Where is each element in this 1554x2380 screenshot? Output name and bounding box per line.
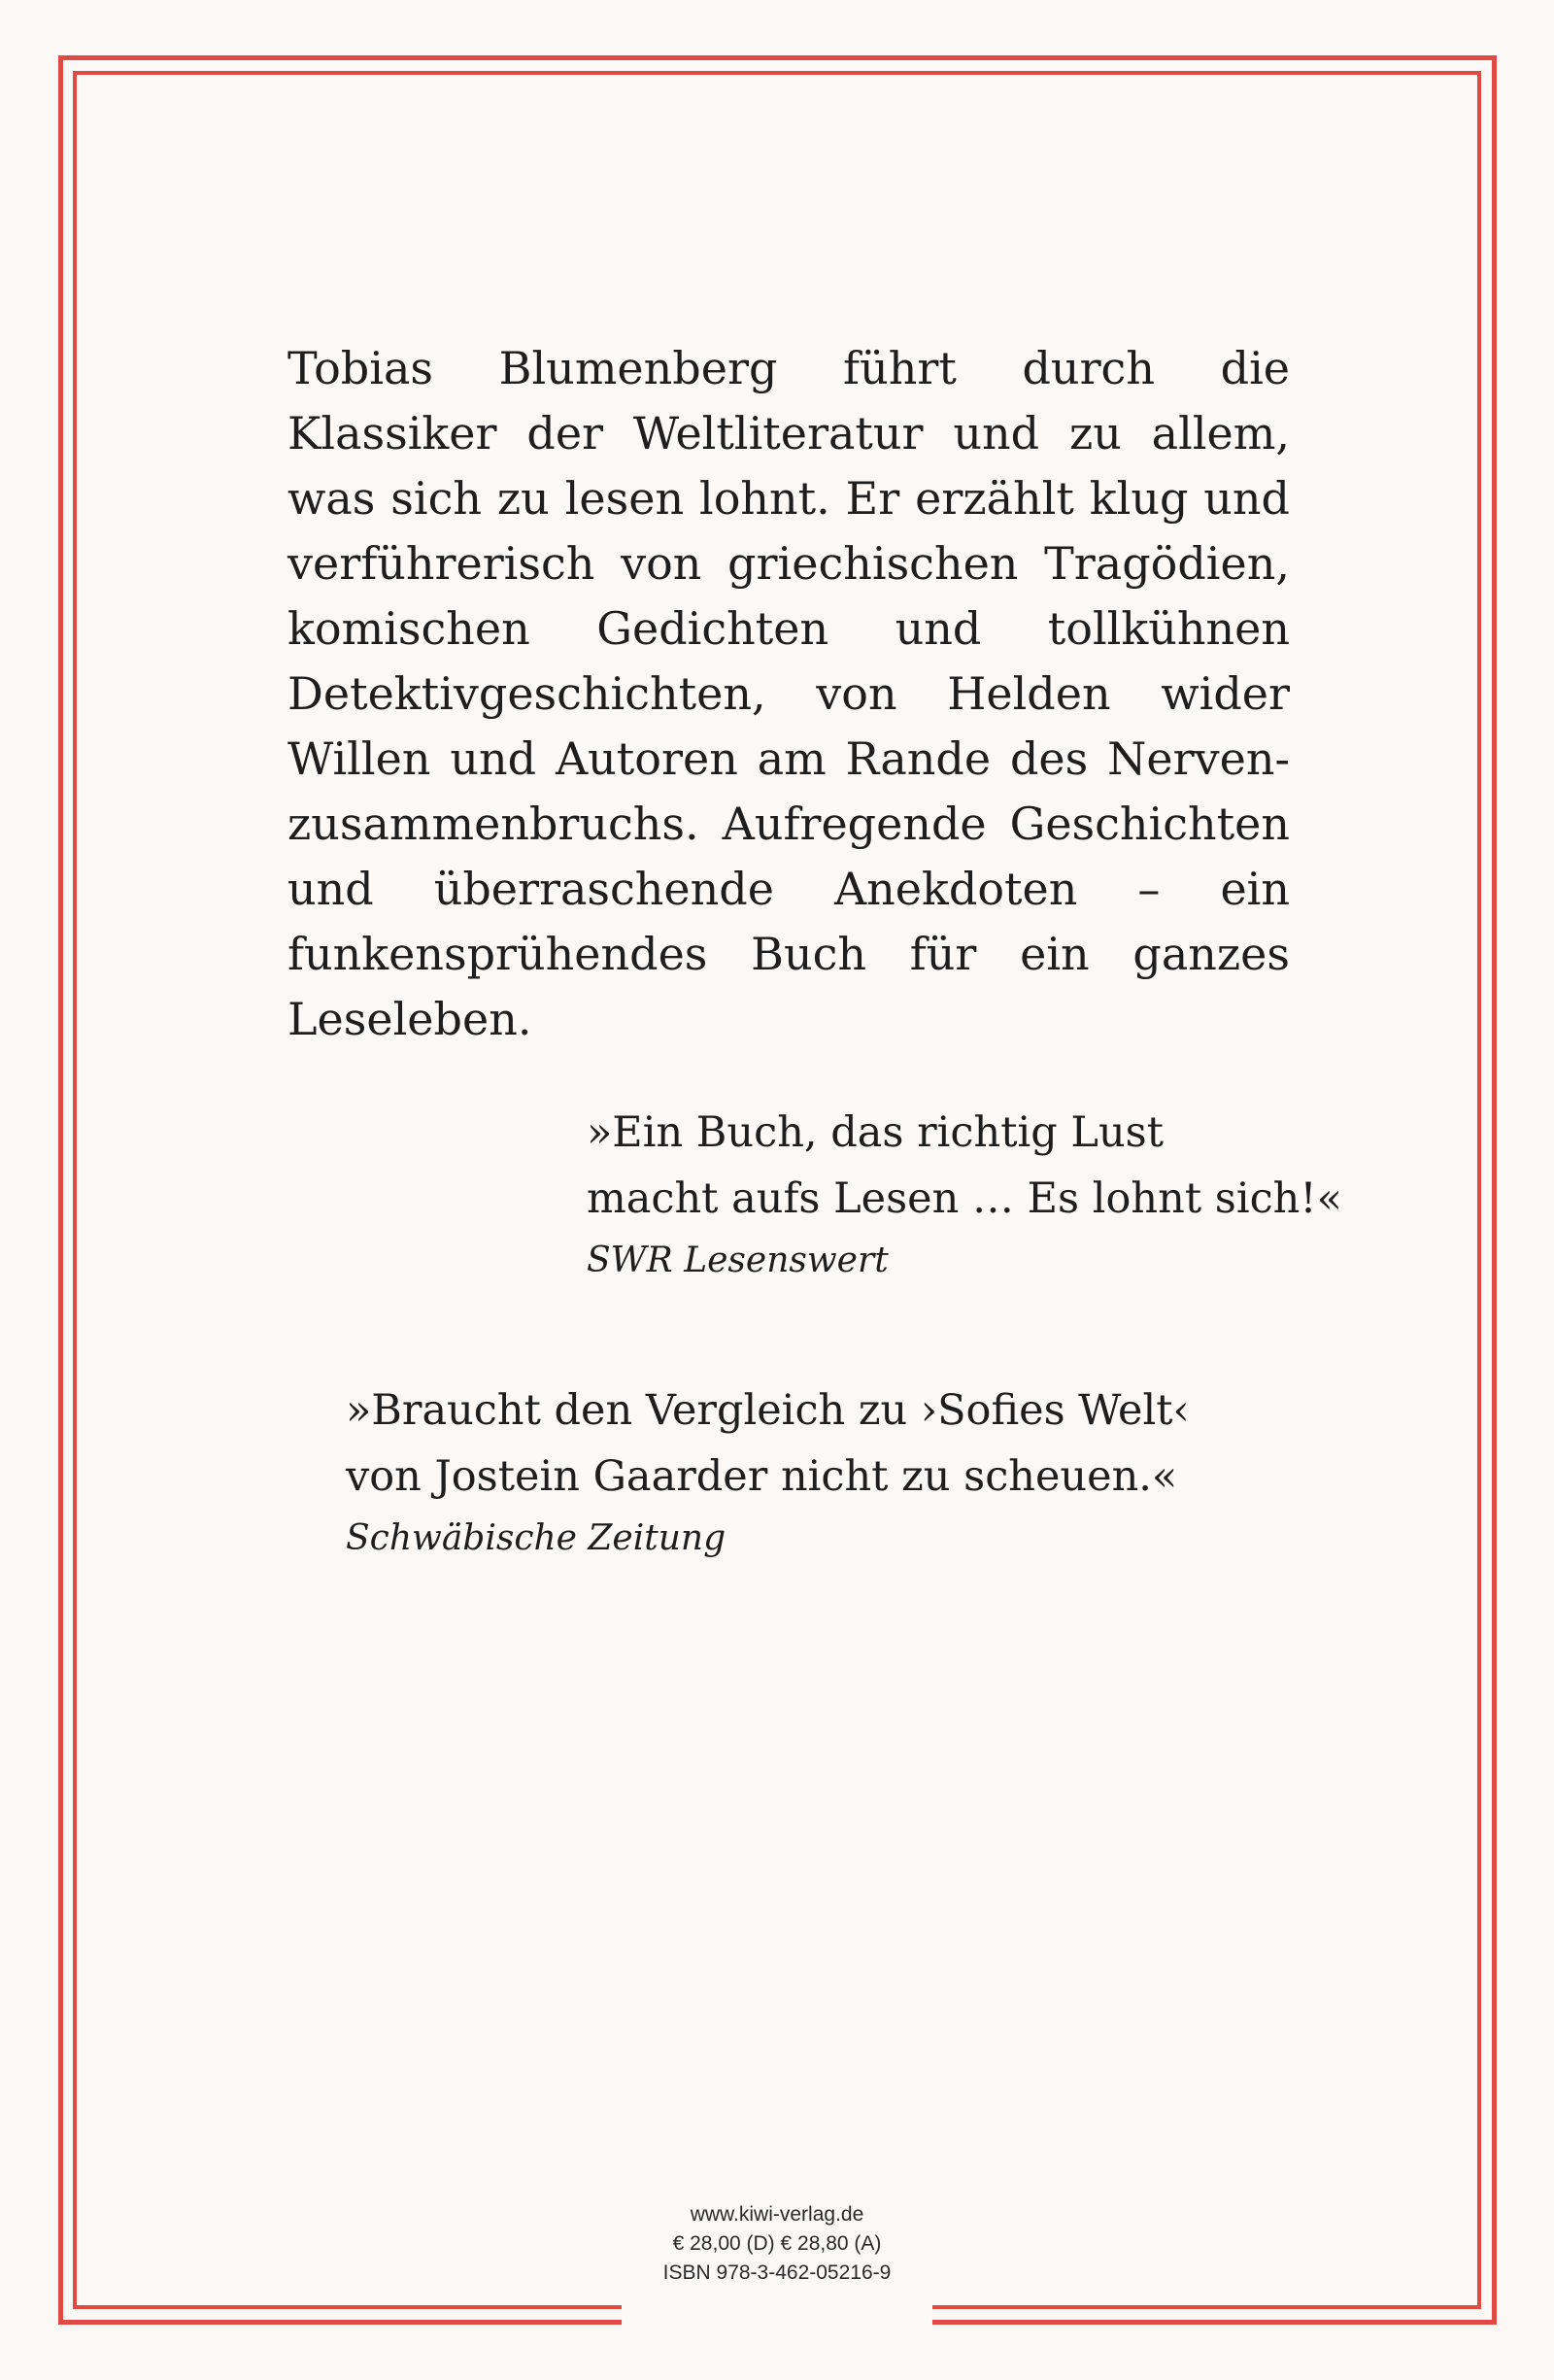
quote-source: Schwäbische Zeitung [346, 1518, 726, 1558]
isbn-label: ISBN 978-3-462-05216-9 [662, 2261, 892, 2284]
frame-gap [622, 2283, 932, 2341]
price-label: € 28,00 (D) € 28,80 (A) [672, 2232, 882, 2255]
quote-line: von Jostein Gaarder nicht zu scheuen.« [346, 1452, 1178, 1501]
quote-line: macht aufs Lesen … Es lohnt sich!« [587, 1174, 1342, 1223]
quote-source: SWR Lesenswert [587, 1241, 889, 1280]
blurb-text: Tobias Blumenberg führt durch die Klassiker der Weltliteratur und zu allem, was sich zu lesen lohnt. Er erzählt klug und verführerisch von griechischen Tragödien, komischen Gedichten und tollkühnen Detektivgeschichten, von Helden wider Willen und Autoren am Rande des Nervenzusammenbruchs. Aufregende Geschichten und überraschende Anekdoten – ein funkensprühendes Buch für ein ganzes Leseleben. [287, 342, 1290, 1045]
review-quote-schwaebische-zeitung [346, 1377, 1190, 1568]
review-quote-swr [587, 1100, 1342, 1290]
publisher-website: www.kiwi-verlag.de [690, 2203, 864, 2226]
quote-line: »Ein Buch, das richtig Lust [587, 1108, 1165, 1157]
imprint-block [622, 2200, 932, 2288]
quote-line: »Braucht den Vergleich zu ›Sofies Welt‹ [346, 1386, 1190, 1435]
